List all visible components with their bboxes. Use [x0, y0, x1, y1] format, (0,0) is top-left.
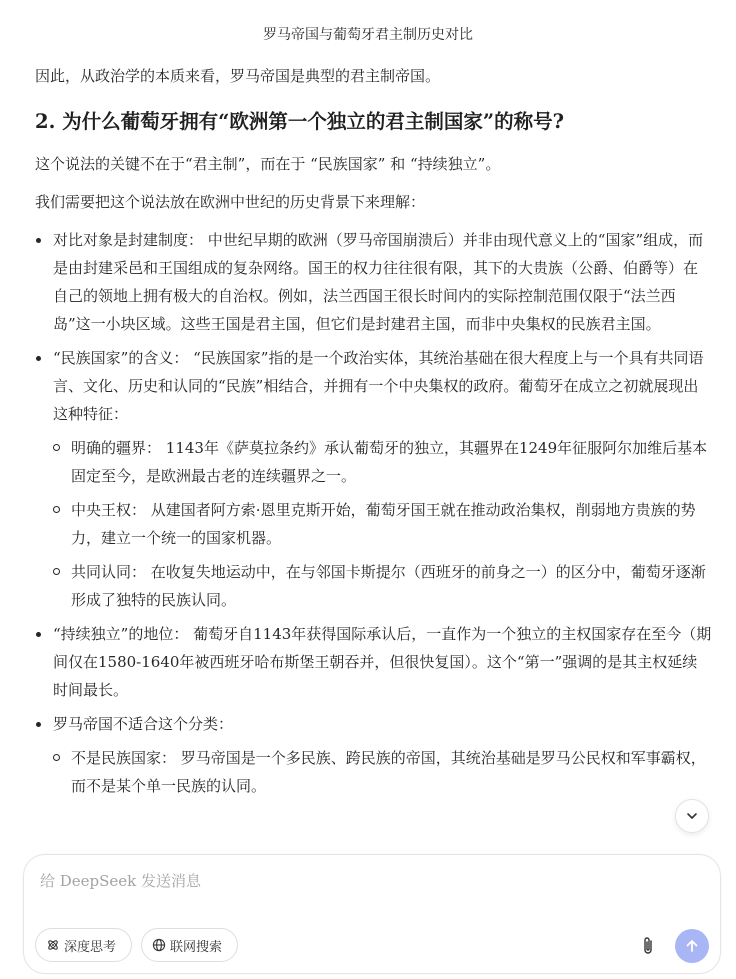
sub-bullet-not-nation-state — [53, 744, 712, 800]
intro-paragraph: 因此，从政治学的本质来看，罗马帝国是典型的君主制帝国。 — [35, 67, 441, 85]
bullet-item-nation-state — [35, 344, 712, 614]
sub-bullet-identity — [53, 558, 712, 614]
sub-bullet-label: 不是民族国家： — [71, 749, 177, 767]
bullet-label: “持续独立”的地位： — [53, 625, 189, 643]
bullet-item-roman-empire — [35, 710, 712, 800]
paragraph-context: 我们需要把这个说法放在欧洲中世纪的历史背景下来理解： — [35, 193, 426, 211]
deep-think-button[interactable] — [35, 928, 132, 962]
arrow-up-icon — [684, 938, 700, 954]
sub-bullet-text: 罗马帝国是一个多民族、跨民族的帝国，其统治基础是罗马公民权和军事霸权，而不是某个单一民族的认同。 — [71, 749, 706, 795]
web-search-label: 联网搜索 — [170, 939, 223, 955]
chevron-down-icon — [685, 809, 699, 823]
sub-bullet-borders — [53, 434, 712, 490]
bullet-item-feudal — [35, 226, 712, 338]
globe-icon — [152, 938, 166, 952]
bullet-item-independence — [35, 620, 712, 704]
bullet-label: 对比对象是封建制度： — [53, 231, 204, 249]
message-input[interactable] — [40, 868, 640, 894]
sub-bullet-central-power — [53, 496, 712, 552]
paragraph-key-point: 这个说法的关键不在于“君主制”，而在于 “民族国家” 和 “持续独立”。 — [35, 155, 501, 173]
sub-bullet-text: 1143年《萨莫拉条约》承认葡萄牙的独立，其疆界在1249年征服阿尔加维后基本固定至今，是欧洲最古老的连续疆界之一。 — [71, 439, 708, 485]
bullet-list — [35, 226, 712, 800]
deep-think-label: 深度思考 — [64, 939, 117, 955]
attach-file-button[interactable] — [637, 934, 659, 958]
bullet-text: 葡萄牙自1143年获得国际承认后，一直作为一个独立的主权国家存在至今（期间仅在1580-1640年被西班牙哈布斯堡王朝吞并，但很快复国）。这个“第一”强调的是其主权延续时间最长。 — [53, 625, 712, 699]
bullet-text: “民族国家”指的是一个政治实体，其统治基础在很大程度上与一个具有共同语言、文化、历史和认同的“民族”相结合，并拥有一个中央集权的政府。葡萄牙在成立之初就展现出这种特征： — [53, 349, 704, 423]
sub-bullet-text: 从建国者阿方索·恩里克斯开始，葡萄牙国王就在推动政治集权，削弱地方贵族的势力，建立一个统一的国家机器。 — [71, 501, 696, 547]
sub-bullet-label: 中央王权： — [71, 501, 147, 519]
deep-think-icon — [46, 938, 60, 952]
sub-bullet-text: 在收复失地运动中，在与邻国卡斯提尔（西班牙的前身之一）的区分中，葡萄牙逐渐形成了独特的民族认同。 — [71, 563, 706, 609]
sub-bullet-list — [53, 434, 712, 614]
scroll-to-bottom-button[interactable] — [675, 799, 709, 833]
bullet-label: “民族国家”的含义： — [53, 349, 189, 367]
conversation-title: 罗马帝国与葡萄牙君主制历史对比 — [263, 27, 473, 43]
sub-bullet-label: 明确的疆界： — [71, 439, 162, 457]
bullet-text: 中世纪早期的欧洲（罗马帝国崩溃后）并非由现代意义上的“国家”组成，而是由封建采邑和王国组成的复杂网络。国王的权力往往很有限，其下的大贵族（公爵、伯爵等）在自己的领地上拥有极大的自治权。例如，法兰西国王很长时间内的实际控制范围仅限于“法兰西岛”这一小块区域。这些王国是君主国，但它们是封建君主国，而非中央集权的民族君主国。 — [53, 231, 704, 333]
web-search-button[interactable] — [141, 928, 238, 962]
sub-bullet-label: 共同认同： — [71, 563, 147, 581]
section-heading: 2. 为什么葡萄牙拥有“欧洲第一个独立的君主制国家”的称号? — [35, 110, 565, 133]
sub-bullet-list-roman — [53, 744, 712, 800]
bullet-label: 罗马帝国不适合这个分类： — [53, 715, 234, 733]
message-content — [35, 62, 712, 854]
message-composer — [23, 854, 721, 974]
send-button[interactable] — [675, 929, 709, 963]
paperclip-icon — [641, 936, 655, 956]
